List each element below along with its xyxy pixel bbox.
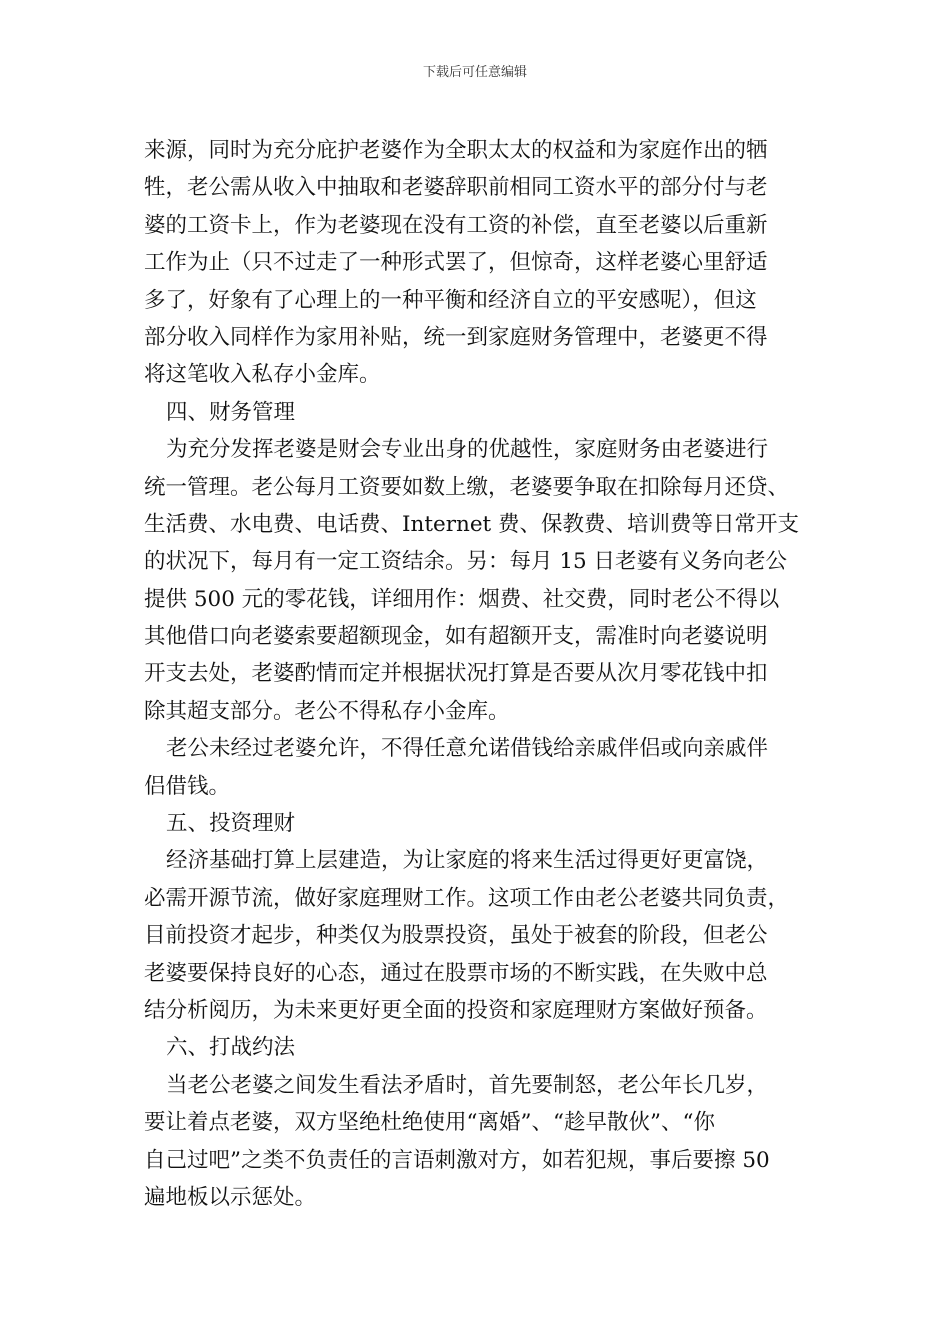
text-line: 生活费、水电费、电话费、Internet 费、保教费、培训费等日常开支 [144,511,800,537]
text-line: 侣借钱。 [144,773,231,799]
text-line: 开支去处，老婆酌情而定并根据状况打算是否要从次月零花钱中扣 [144,661,768,687]
text-line: 除其超支部分。老公不得私存小金库。 [144,698,510,724]
text-line: 多了，好象有了心理上的一种平衡和经济自立的平安感呢），但这 [144,287,757,313]
text-line: 必需开源节流，做好家庭理财工作。这项工作由老公老婆共同负责， [144,885,790,911]
text-line: 工作为止（只不过走了一种形式罢了，但惊奇，这样老婆心里舒适 [144,250,768,276]
text-line: 结分析阅历，为未来更好更全面的投资和家庭理财方案做好预备。 [144,997,768,1023]
text-line: 为充分发挥老婆是财会专业出身的优越性，家庭财务由老婆进行 [166,437,769,463]
text-line: 的状况下，每月有一定工资结余。另：每月 15 日老婆有义务向老公 [144,549,788,575]
text-line: 自己过吧”之类不负责任的言语刺激对方，如若犯规，事后要擦 50 [144,1147,770,1173]
document-body [144,132,812,1216]
text-line: 六、打战约法 [166,1035,296,1061]
text-line: 老公未经过老婆允许，不得任意允诺借钱给亲戚伴侣或向亲戚伴 [166,736,769,762]
text-line: 四、财务管理 [166,399,296,425]
text-line: 当老公老婆之间发生看法矛盾时，首先要制怒，老公年长几岁， [166,1072,769,1098]
text-line: 统一管理。老公每月工资要如数上缴，老婆要争取在扣除每月还贷、 [144,474,790,500]
text-line: 婆的工资卡上，作为老婆现在没有工资的补偿，直至老婆以后重新 [144,212,768,238]
text-line: 目前投资才起步，种类仅为股票投资，虽处于被套的阶段，但老公 [144,923,768,949]
text-line: 将这笔收入私存小金库。 [144,362,381,388]
text-line: 部分收入同样作为家用补贴，统一到家庭财务管理中，老婆更不得 [144,324,768,350]
text-line: 牲，老公需从收入中抽取和老婆辞职前相同工资水平的部分付与老 [144,175,768,201]
text-line: 提供 500 元的零花钱，详细用作：烟费、社交费，同时老公不得以 [144,586,780,612]
text-line: 遍地板以示惩处。 [144,1184,317,1210]
text-line: 要让着点老婆，双方坚绝杜绝使用“离婚”、“趁早散伙”、“你 [144,1110,715,1136]
text-line: 经济基础打算上层建造，为让家庭的将来生活过得更好更富饶， [166,848,769,874]
text-line: 其他借口向老婆索要超额现金，如有超额开支，需准时向老婆说明 [144,624,768,650]
text-line: 老婆要保持良好的心态，通过在股票市场的不断实践，在失败中总 [144,960,768,986]
page-header: 下载后可任意编辑 [422,65,527,80]
text-line: 来源，同时为充分庇护老婆作为全职太太的权益和为家庭作出的牺 [144,138,768,163]
text-line: 五、投资理财 [166,811,296,837]
